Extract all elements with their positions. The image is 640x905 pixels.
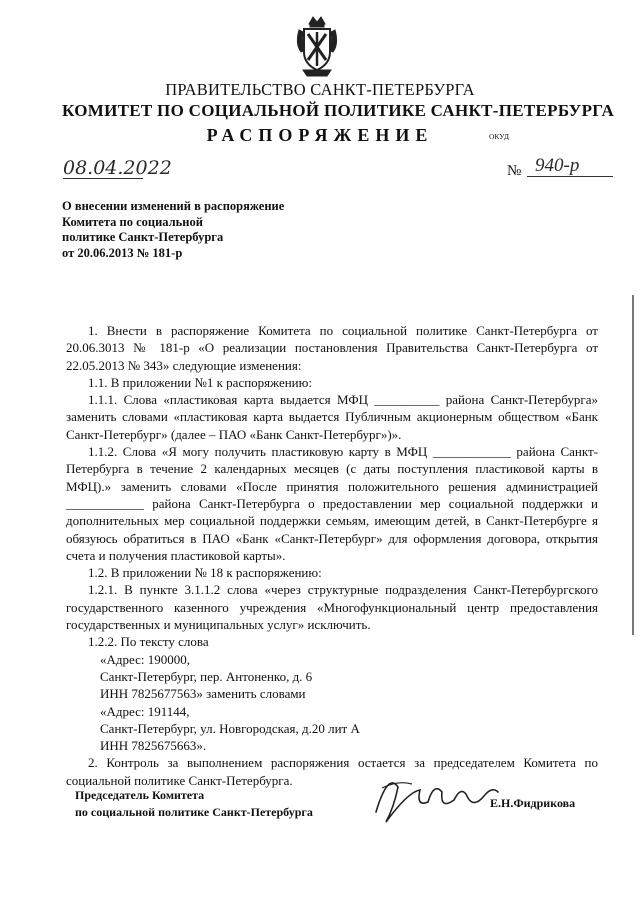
- address-new-line: ИНН 7825675663».: [100, 738, 207, 754]
- paragraph-1-2-1: 1.2.1. В пункте 3.1.1.2 слова «через структурные подразделения Санкт-Петербургского государственного казенного учреждения «Многофункциональный центр предоставления государственных и муниципальных услуг» исключить.: [66, 582, 598, 633]
- signatory-title-line: по социальной политике Санкт-Петербурга: [75, 805, 313, 819]
- address-old-line: ИНН 7825677563» заменить словами: [100, 686, 306, 702]
- paragraph-1-1: 1.1. В приложении №1 к распоряжению:: [88, 374, 312, 390]
- paragraph-2: 2. Контроль за выполнением распоряжения остается за председателем Комитета по социальной политике Санкт-Петербурга.: [66, 755, 598, 788]
- subject-line: политике Санкт-Петербурга: [62, 230, 224, 244]
- paragraph-1-1-2: 1.1.2. Слова «Я могу получить пластиковую карту в МФЦ ____________ района Санкт-Петербурга в течение 2 календарных месяцев (с даты поступления пластиковой карты в МФЦ).» заменить словами «После принятия положительного решения администрацией ____________ района Санкт-Петербурга о предоставлении мер социальной поддержки и дополнительных мер социальной поддержки семьям, имеющим детей, в Санкт-Петербурге я обязуюсь обратиться в ПАО «Банк «Санкт-Петербург» для оформления договора, открытия счета и получения пластиковой карты».: [66, 444, 598, 563]
- paragraph-1-2: 1.2. В приложении № 18 к распоряжению:: [88, 565, 322, 581]
- government-title: ПРАВИТЕЛЬСТВО САНКТ-ПЕТЕРБУРГА: [165, 80, 475, 99]
- address-old-line: «Адрес: 190000,: [100, 651, 190, 667]
- number-label: №: [507, 163, 522, 179]
- subject-line: О внесении изменений в распоряжение: [62, 199, 285, 213]
- document-body: [66, 322, 598, 789]
- committee-title: КОМИТЕТ ПО СОЦИАЛЬНОЙ ПОЛИТИКЕ САНКТ-ПЕТЕРБУРГА: [62, 101, 615, 120]
- subject-line: от 20.06.2013 № 181-р: [62, 245, 183, 260]
- signatory-title-line: Председатель Комитета: [75, 788, 205, 802]
- st-petersburg-coat-of-arms-icon: [289, 14, 345, 80]
- signatory-name: Е.Н.Фидрикова: [490, 796, 576, 810]
- document-subject: [62, 199, 284, 261]
- subject-line: Комитета по социальной: [62, 214, 203, 229]
- address-old-line: Санкт-Петербург, пер. Антоненко, д. 6: [100, 668, 313, 684]
- scan-edge-mark: [632, 295, 634, 635]
- address-new-line: Санкт-Петербург, ул. Новгородская, д.20 лит А: [100, 720, 360, 736]
- paragraph-1: 1. Внести в распоряжение Комитета по социальной политике Санкт-Петербурга от 20.06.3013 № 181-р «О реализации постановления Правительства Санкт-Петербурга от 22.05.2013 № 343» следующие изменения:: [66, 323, 598, 373]
- document-type: РАСПОРЯЖЕНИЕ: [206, 125, 434, 145]
- document-number: 940-р: [527, 156, 613, 177]
- paragraph-1-1-1: 1.1.1. Слова «пластиковая карта выдается МФЦ __________ района Санкт-Петербурга» заменить словами «пластиковая карта выдается Публичным акционерным обществом «Банк Санкт-Петербург» (далее – ПАО «Банк Санкт-Петербург»)».: [66, 392, 598, 442]
- address-new-line: «Адрес: 191144,: [100, 703, 190, 719]
- document-date: 08.04.2022: [63, 157, 172, 179]
- paragraph-1-2-2: 1.2.2. По тексту слова: [88, 634, 209, 650]
- signatory-title: [75, 787, 313, 821]
- handwritten-signature: [368, 752, 508, 842]
- okud-label: ОКУД: [489, 132, 509, 141]
